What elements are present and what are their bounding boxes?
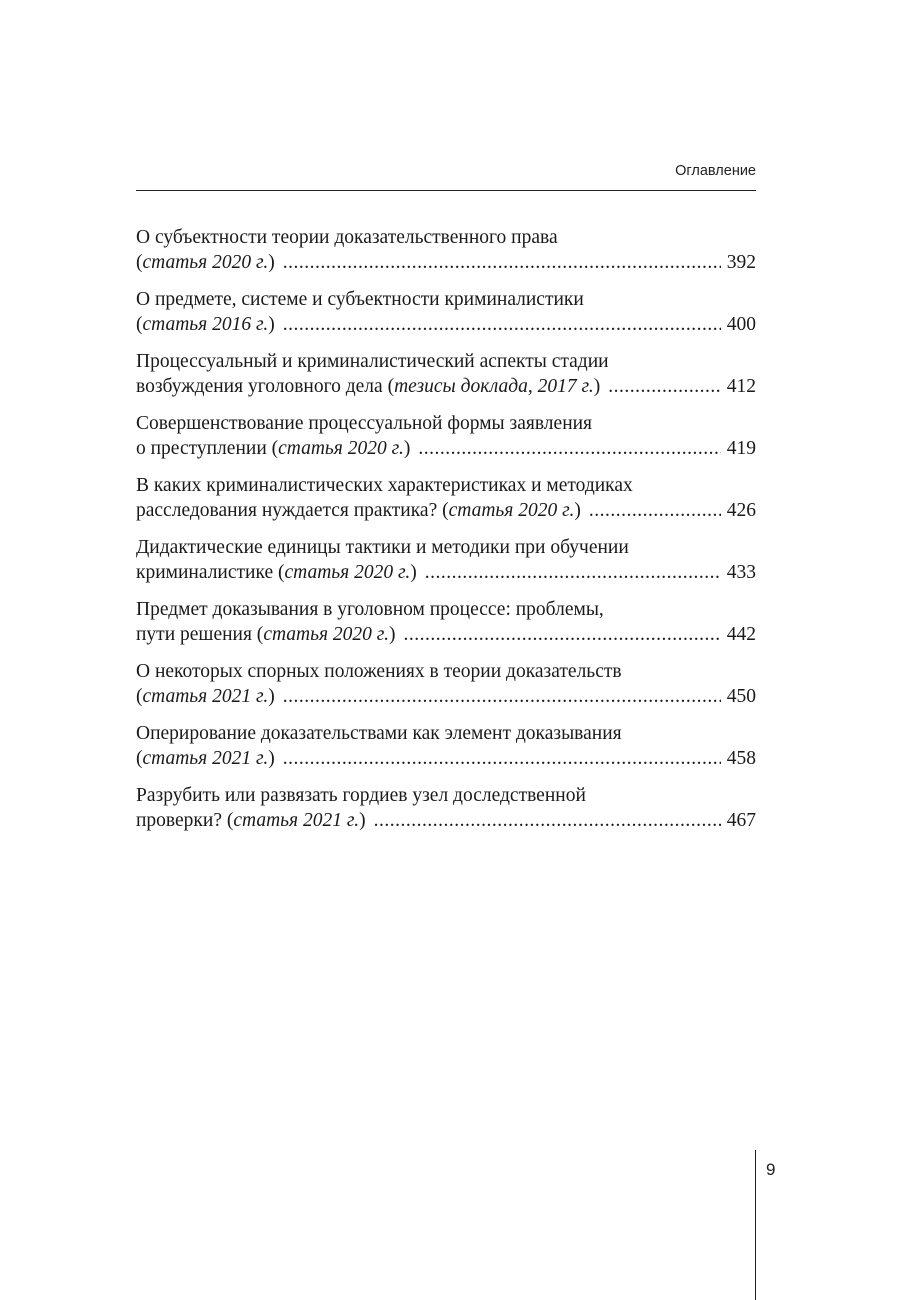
toc-entry-prefix: проверки? ( xyxy=(136,809,234,831)
toc-entry-title: О некоторых спорных положениях в теории доказательств xyxy=(136,661,622,682)
toc-entry-suffix: ) xyxy=(268,313,275,335)
toc-entry-note: статья 2020 г. xyxy=(278,437,404,459)
toc-entry-suffix: ) xyxy=(359,809,366,831)
running-header-title: Оглавление xyxy=(675,163,756,179)
page-edge-rule xyxy=(755,1150,756,1300)
toc-entry-prefix: ( xyxy=(136,747,143,769)
toc-entry[interactable] xyxy=(136,226,756,288)
toc-entry[interactable] xyxy=(136,536,756,598)
toc-entry[interactable] xyxy=(136,412,756,474)
toc-entry-suffix: ) xyxy=(403,437,411,459)
toc-entry-title: Разрубить или развязать гордиев узел доследственной xyxy=(136,785,586,806)
toc-entry-title: О субъектности теории доказательственного права xyxy=(136,227,558,248)
toc-entry-note: статья 2016 г. xyxy=(142,313,269,335)
page-number: 9 xyxy=(766,1160,776,1179)
toc-entry-suffix: ) xyxy=(410,561,417,583)
toc-entry-page: 392 xyxy=(726,251,756,273)
toc-entry[interactable] xyxy=(136,784,756,846)
toc-entry-prefix: о преступлении ( xyxy=(136,437,279,459)
dot-leader xyxy=(283,747,721,772)
toc-entry-prefix: ( xyxy=(136,685,143,707)
toc-entry[interactable] xyxy=(136,288,756,350)
toc-entry-page: 450 xyxy=(726,685,756,707)
dot-leader xyxy=(283,685,721,710)
toc-entry-page: 442 xyxy=(726,623,756,645)
toc-entry-title: В каких криминалистических характеристиках и методиках xyxy=(136,475,633,496)
toc-entry-note: статья 2020 г. xyxy=(284,561,411,583)
toc-entry-page: 419 xyxy=(726,437,756,459)
toc-entry[interactable] xyxy=(136,722,756,784)
dot-leader xyxy=(589,499,721,524)
toc-entry-title: Совершенствование процессуальной формы заявления xyxy=(136,413,593,434)
toc-entry-title: Процессуальный и криминалистический аспекты стадии xyxy=(136,351,609,372)
toc-entry-title: Предмет доказывания в уголовном процессе: проблемы, xyxy=(136,599,604,620)
table-of-contents xyxy=(136,226,756,846)
toc-entry-page: 433 xyxy=(726,561,756,583)
toc-entry-note: статья 2021 г. xyxy=(142,685,269,707)
toc-entry-page: 458 xyxy=(726,747,756,769)
dot-leader xyxy=(374,809,721,834)
toc-entry[interactable] xyxy=(136,474,756,536)
toc-entry[interactable] xyxy=(136,350,756,412)
toc-entry-note: статья 2020 г. xyxy=(448,499,575,521)
dot-leader xyxy=(283,313,721,338)
toc-entry-suffix: ) xyxy=(389,623,396,645)
running-header xyxy=(136,160,756,191)
toc-entry-title: О предмете, системе и субъектности криминалистики xyxy=(136,289,584,310)
toc-entry[interactable] xyxy=(136,660,756,722)
toc-entry-title: Дидактические единицы тактики и методики при обучении xyxy=(136,537,629,558)
dot-leader xyxy=(425,561,721,586)
toc-entry-note: статья 2020 г. xyxy=(263,623,390,645)
toc-entry-note: статья 2020 г. xyxy=(142,251,269,273)
dot-leader xyxy=(418,437,720,462)
dot-leader xyxy=(608,375,721,400)
toc-entry-prefix: ( xyxy=(136,313,143,335)
toc-entry-page: 412 xyxy=(726,375,756,397)
toc-entry-prefix: ( xyxy=(136,251,143,273)
toc-entry-prefix: расследования нуждается практика? ( xyxy=(136,499,449,521)
toc-entry[interactable] xyxy=(136,598,756,660)
toc-entry-page: 467 xyxy=(726,809,756,831)
toc-entry-suffix: ) xyxy=(268,685,275,707)
toc-entry-prefix: возбуждения уголовного дела ( xyxy=(136,375,395,397)
toc-entry-note: статья 2021 г. xyxy=(233,809,360,831)
toc-entry-prefix: криминалистике ( xyxy=(136,561,285,583)
dot-leader xyxy=(283,251,721,276)
toc-entry-suffix: ) xyxy=(574,499,581,521)
toc-entry-note: статья 2021 г. xyxy=(142,747,269,769)
toc-entry-page: 426 xyxy=(726,499,756,521)
toc-entry-prefix: пути решения ( xyxy=(136,623,264,645)
toc-entry-suffix: ) xyxy=(593,375,601,397)
toc-entry-page: 400 xyxy=(726,313,756,335)
toc-entry-suffix: ) xyxy=(268,251,275,273)
toc-entry-suffix: ) xyxy=(268,747,275,769)
toc-entry-title: Оперирование доказательствами как элемент доказывания xyxy=(136,723,622,744)
toc-entry-note: тезисы доклада, 2017 г. xyxy=(394,375,594,397)
dot-leader xyxy=(404,623,721,648)
